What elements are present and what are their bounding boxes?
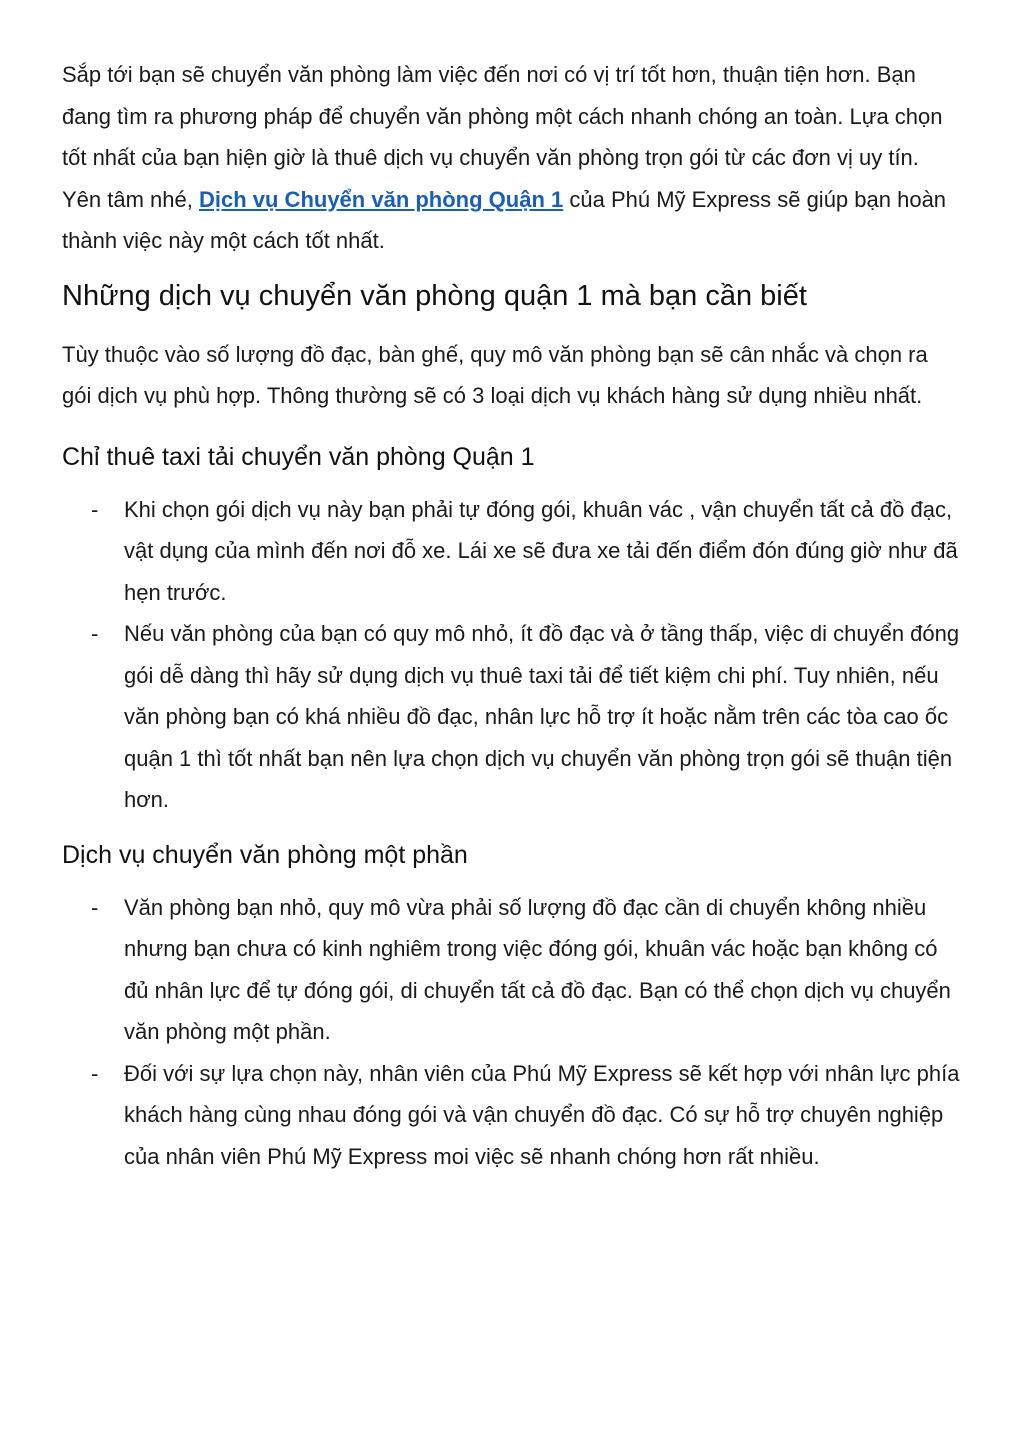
truck-service-list xyxy=(62,489,962,821)
intro-paragraph xyxy=(62,54,962,262)
dash-bullet: - xyxy=(91,621,99,646)
subsection-heading-truck: Chỉ thuê taxi tải chuyển văn phòng Quận 1 xyxy=(62,442,535,471)
intro-text: Sắp tới bạn sẽ chuyển văn phòng làm việc đến nơi có vị trí tốt hơn, thuận tiện hơn. Bạn đang tìm ra phương pháp để chuyển văn phòng một cách nhanh chóng an toàn. Lựa chọn tốt nhất của bạn hiện giờ là thuê dịch vụ chuyển văn phòng trọn gói từ các đơn vị uy tín. Yên tâm nhé, xyxy=(62,62,943,212)
partial-service-list xyxy=(62,887,962,1178)
list-item-text: Khi chọn gói dịch vụ này bạn phải tự đóng gói, khuân vác , vận chuyển tất cả đồ đạc, vật dụng của mình đến nơi đỗ xe. Lái xe sẽ đưa xe tải đến điểm đón đúng giờ như đã hẹn trước. xyxy=(124,496,958,605)
list-item xyxy=(62,1053,962,1178)
office-moving-district-1-link[interactable]: Dịch vụ Chuyển văn phòng Quận 1 xyxy=(198,186,564,212)
list-item-text: Văn phòng bạn nhỏ, quy mô vừa phải số lượng đồ đạc cần di chuyển không nhiều nhưng bạn chưa có kinh nghiêm trong việc đóng gói, khuân vác hoặc bạn không có đủ nhân lực để tự đóng gói, di chuyển tất cả đồ đạc. Bạn có thể chọn dịch vụ chuyển văn phòng một phần. xyxy=(124,894,951,1044)
list-item xyxy=(62,887,962,1053)
dash-bullet: - xyxy=(91,496,99,522)
list-item xyxy=(62,613,962,821)
section-heading: Những dịch vụ chuyển văn phòng quận 1 mà bạn cần biết xyxy=(62,279,807,312)
list-item-text: Nếu văn phòng của bạn có quy mô nhỏ, ít đồ đạc và ở tầng thấp, việc di chuyển đóng gói dễ dàng thì hãy sử dụng dịch vụ thuê taxi tải để tiết kiệm chi phí. Tuy nhiên, nếu văn phòng bạn có khá nhiều đồ đạc, nhân lực hỗ trợ ít hoặc nằm trên các tòa cao ốc quận 1 thì tốt nhất bạn nên lựa chọn dịch vụ chuyển văn phòng trọn gói sẽ thuận tiện hơn. xyxy=(124,621,960,812)
section-paragraph: Tùy thuộc vào số lượng đồ đạc, bàn ghế, quy mô văn phòng bạn sẽ cân nhắc và chọn ra gói dịch vụ phù hợp. Thông thường sẽ có 3 loại dịch vụ khách hàng sử dụng nhiều nhất. xyxy=(62,341,928,408)
document-page xyxy=(62,54,962,1177)
dash-bullet: - xyxy=(91,894,99,920)
subsection-heading-partial: Dịch vụ chuyển văn phòng một phần xyxy=(62,840,468,869)
list-item-text: Đối với sự lựa chọn này, nhân viên của Phú Mỹ Express sẽ kết hợp với nhân lực phía khách hàng cùng nhau đóng gói và vận chuyển đồ đạc. Có sự hỗ trợ chuyên nghiệp của nhân viên Phú Mỹ Express moi việc sẽ nhanh chóng hơn rất nhiều. xyxy=(124,1060,960,1169)
intro-text-end: của Phú Mỹ Express sẽ giúp bạn hoàn thành việc này một cách tốt nhất. xyxy=(62,186,947,253)
list-item xyxy=(62,489,962,614)
dash-bullet: - xyxy=(91,1060,99,1086)
